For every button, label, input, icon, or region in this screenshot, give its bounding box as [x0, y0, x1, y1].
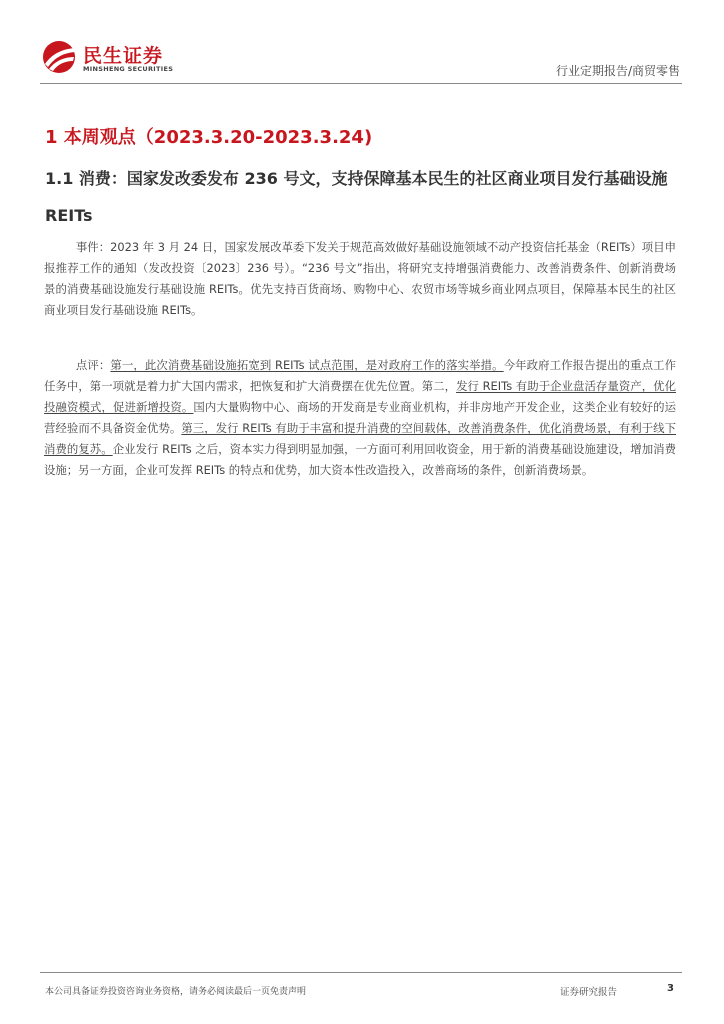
commentary-point-2: 发行 REITs 有助于企业盘活存量资产，优化投融资模式，促进新增投资。: [44, 379, 676, 415]
commentary-point-1: 第一，此次消费基础设施拓宽到 REITs 试点范围，是对政府工作的落实举措。: [110, 358, 504, 372]
commentary-text-2: 国内大量购物中心、商场的开发商是专业商业机构，并非房地产开发企业，这类企业有较好的运营经验而不具备资金优势。: [44, 400, 676, 436]
subsection-heading: 1.1 消费：国家发改委发布 236 号文，支持保障基本民生的社区商业项目发行基础设施 REITs: [45, 169, 668, 225]
brand-name-en: MINSHENG SECURITIES: [83, 65, 174, 73]
section-heading: 1 本周观点（2023.3.20-2023.3.24): [45, 127, 373, 148]
logo-mark-icon: [40, 40, 78, 74]
event-paragraph: 事件：2023 年 3 月 24 日，国家发展改革委下发关于规范高效做好基础设施领域不动产投资信托基金（REITs）项目申报推荐工作的通知（发改投资〔2023〕236 号）。“236 号文”指出，将研究支持增强消费能力、改善消费条件、创新消费场景的消费基础设施发行基础设施 REITs。优先支持百货商场、购物中心、农贸市场等城乡商业网点项目，保障基本民生的社区商业项目发行基础设施 REITs。: [44, 240, 676, 318]
company-logo: [40, 40, 180, 76]
commentary-label: 点评：: [75, 358, 111, 372]
commentary-text-3: 企业发行 REITs 之后，资本实力得到明显加强，一方面可利用回收资金，用于新的消费基础设施建设，增加消费设施；另一方面，企业可发挥 REITs 的特点和优势，加大资本性改造投入，改善商场的条件，创新消费场景。: [44, 442, 676, 478]
page-header: [0, 0, 724, 84]
commentary-point-3: 第三，发行 REITs 有助于丰富和提升消费的空间载体，改善消费条件，优化消费场景，有利于线下消费的复苏。: [44, 421, 676, 457]
footer-divider: [40, 972, 682, 973]
footer-report-type: 证券研究报告: [560, 987, 618, 998]
brand-name-cn: 民生证券: [83, 45, 164, 67]
report-category: 行业定期报告/商贸零售: [555, 64, 680, 78]
commentary-text-1: 今年政府工作报告提出的重点工作任务中，第一项就是着力扩大国内需求，把恢复和扩大消费摆在优先位置。第二，: [44, 358, 676, 394]
header-divider: [40, 83, 682, 84]
footer-disclaimer: 本公司具备证券投资咨询业务资格，请务必阅读最后一页免责声明: [45, 987, 307, 997]
page-number: 3: [667, 983, 674, 994]
commentary-paragraph: [44, 355, 676, 482]
